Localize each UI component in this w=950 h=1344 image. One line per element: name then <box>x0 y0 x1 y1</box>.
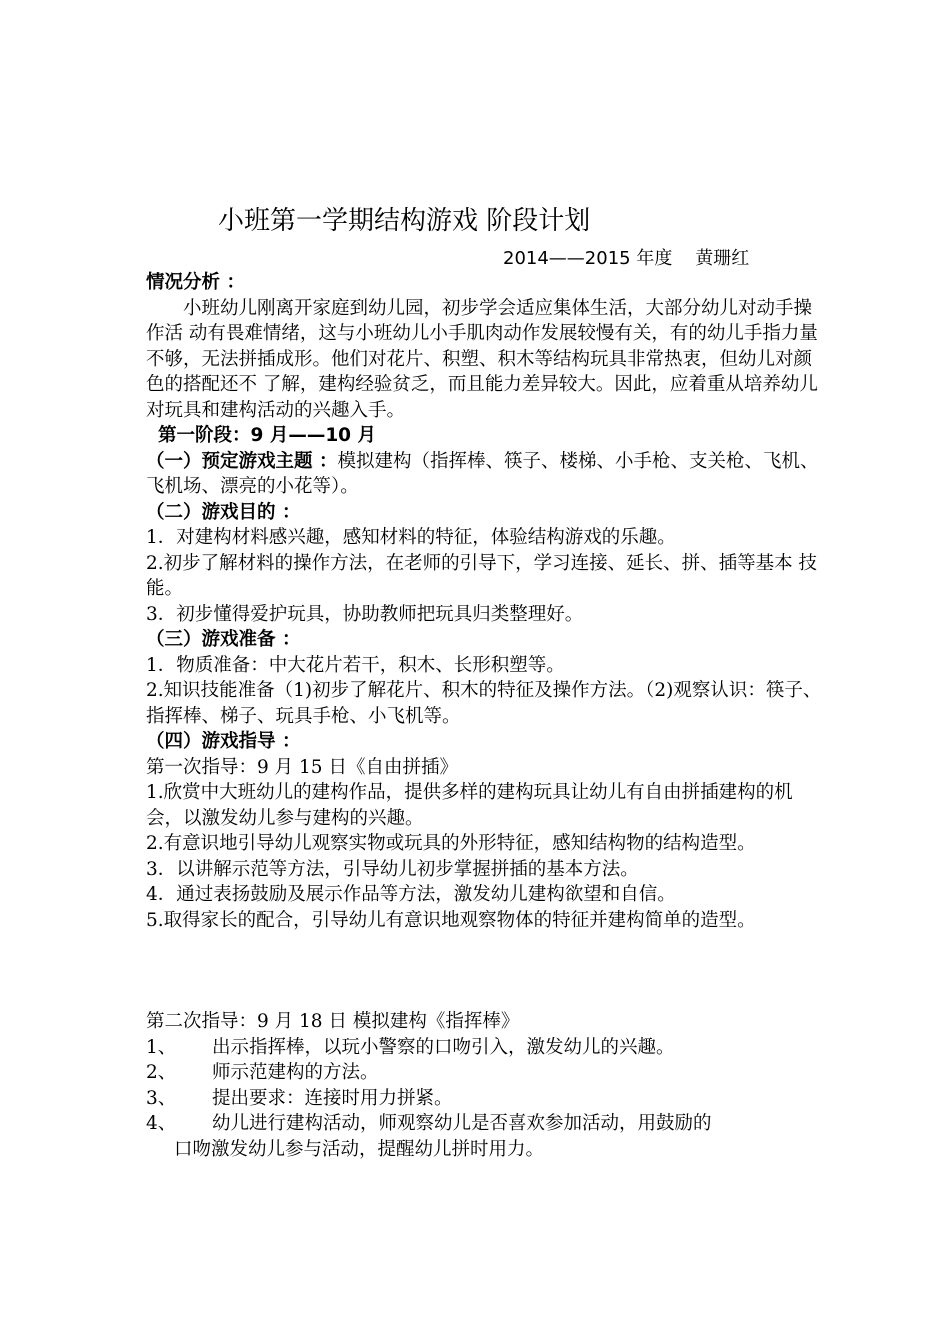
guide2-item-number: 3、 <box>146 1087 177 1109</box>
guide2-item <box>146 1086 826 1112</box>
guide-heading: （四）游戏指导 ： <box>146 731 301 752</box>
guide1-title: 第一次指导：9 月 15 日《自由拼插》 <box>146 756 458 778</box>
guide2-item-number: 2、 <box>146 1062 177 1083</box>
spacer <box>146 933 826 1009</box>
guide2-title: 第二次指导：9 月 18 日 模拟建构《指挥棒》 <box>146 1011 520 1032</box>
prep-item: 1．物质准备：中大花片若干，积木、长形积塑等。 <box>146 654 565 676</box>
guide2-item <box>146 1111 826 1137</box>
guide1-item: 2.有意识地引导幼儿观察实物或玩具的外形特征，感知结构物的结构造型。 <box>146 833 756 854</box>
theme-paragraph <box>146 449 826 500</box>
guide2-item-continuation: 口吻激发幼儿参与活动，提醒幼儿拼时用力。 <box>174 1138 545 1160</box>
stage-heading: 第一阶段：9 月——10 月 <box>158 425 376 446</box>
guide1-item: 3．以讲解示范等方法，引导幼儿初步掌握拼插的基本方法。 <box>146 858 639 880</box>
prep-heading: （三）游戏准备 ： <box>146 629 301 650</box>
guide1-item: 5.取得家长的配合，引导幼儿有意识地观察物体的特征并建构简单的造型。 <box>146 909 756 931</box>
guide2-item-text: 幼儿进行建构活动，师观察幼儿是否喜欢参加活动，用鼓励的 <box>212 1113 712 1134</box>
goal-item: 3．初步懂得爱护玩具，协助教师把玩具归类整理好。 <box>146 603 584 625</box>
situation-paragraph: 小班幼儿刚离开家庭到幼儿园，初步学会适应集体生活，大部分幼儿对动手操作活 动有畏难情绪，这与小班幼儿小手肌肉动作发展较慢有关，有的幼儿手指力量不够，无法拼插成形。他们对花片、积塑、积木等结构玩具非常热衷，但幼儿对颜色的搭配还不 了解，建构经验贫乏，而且能力差异较大。因此，应着重从培养幼儿对玩具和建构活动的兴趣入手。 <box>146 297 818 421</box>
guide2-item-number: 1、 <box>146 1036 177 1058</box>
guide2-item-text: 提出要求：连接时用力拼紧。 <box>212 1087 453 1109</box>
theme-text: 模拟建构（指挥棒、筷子、楼梯、小手枪、支关枪、飞机、飞机场、漂亮的小花等）。 <box>146 450 819 497</box>
guide2-item <box>146 1035 826 1061</box>
document-body <box>146 270 826 1162</box>
goals-heading: （二）游戏目的 ： <box>146 501 301 523</box>
goal-item: 2.初步了解材料的操作方法，在老师的引导下，学习连接、延长、拼、插等基本 技能。 <box>146 552 818 599</box>
guide2-item-number: 4、 <box>146 1113 177 1134</box>
document-byline: 2014——2015 年度 黄珊红 <box>503 248 750 269</box>
prep-item: 2.知识技能准备（1)初步了解花片、积木的特征及操作方法。（2)观察认识：筷子、指挥棒、梯子、玩具手枪、小飞机等。 <box>146 680 822 727</box>
theme-label: （一）预定游戏主题 ： <box>146 450 338 472</box>
guide2-item-text: 出示指挥棒，以玩小警察的口吻引入，激发幼儿的兴趣。 <box>212 1036 675 1058</box>
goal-item: 1．对建构材料感兴趣，感知材料的特征，体验结构游戏的乐趣。 <box>146 527 676 548</box>
document-title: 小班第一学期结构游戏 阶段计划 <box>218 206 591 236</box>
guide1-item: 4．通过表扬鼓励及展示作品等方法，激发幼儿建构欲望和自信。 <box>146 884 676 905</box>
situation-heading: 情况分析 ： <box>146 272 245 293</box>
guide2-item <box>146 1060 826 1086</box>
guide2-item-text: 师示范建构的方法。 <box>212 1062 379 1083</box>
guide1-item: 1.欣赏中大班幼儿的建构作品，提供多样的建构玩具让幼儿有自由拼插建构的机会，以激发幼儿参与建构的兴趣。 <box>146 782 793 829</box>
